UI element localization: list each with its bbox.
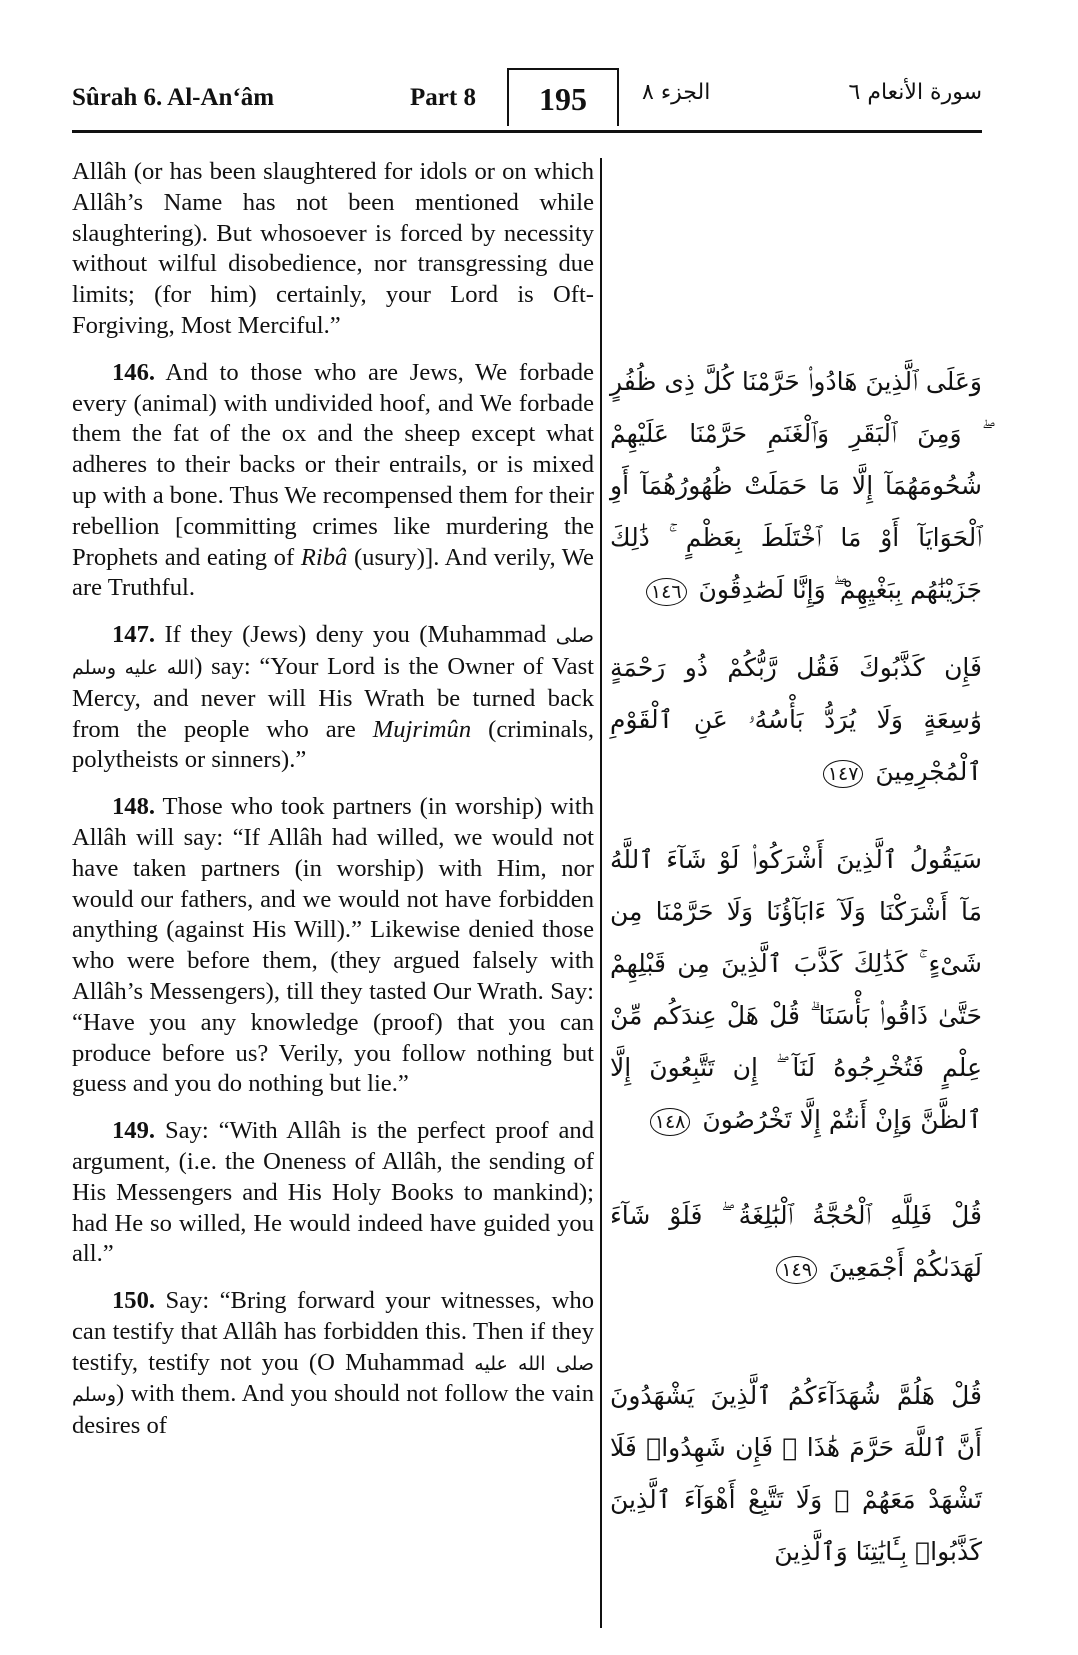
verse-number: 147. [112,621,156,649]
arabic-verse-148: سَيَقُولُ ٱلَّذِينَ أَشْرَكُوا۟ لَوْ شَآءَ ٱللَّهُ مَآ أَشْرَكْنَا وَلَآ ءَابَآؤُنَا وَلَا حَرَّمْنَا مِن شَىْءٍ ۚ كَذَٰلِكَ كَذَّبَ ٱلَّذِينَ مِن قَبْلِهِمْ حَتَّىٰ ذَاقُوا۟ بَأْسَنَا ۗ قُلْ هَلْ عِندَكُم مِّنْ عِلْمٍ فَتُخْرِجُوهُ لَنَآ ۖ إِن تَتَّبِعُونَ إِلَّا ٱلظَّنَّ وَإِنْ أَنتُمْ إِلَّا تَخْرُصُونَ ١٤٨ [610,845,982,1134]
verse-end-marker: ١٤٧ [823,760,864,788]
salawat-inline-arabic: صلى الله عليه وسلم [72,1352,594,1407]
part-label-english: Part 8 [410,84,476,111]
part-label-arabic: الجزء ٨ [642,80,711,105]
verse-number: 148. [112,793,156,821]
verse-end-marker: ١٤٩ [776,1256,817,1284]
verse-end-marker: ١٤٨ [650,1108,691,1136]
verse-number: 146. [112,358,156,386]
surah-title-english: Sûrah 6. Al-An‘âm [72,84,275,111]
page-number: 195 [507,68,619,126]
page-header [72,60,982,132]
arabic-verse-149: قُلْ فَلِلَّهِ ٱلْحُجَّةُ ٱلْبَٰلِغَةُ ۖ فَلَوْ شَآءَ لَهَدَىٰكُمْ أَجْمَعِينَ ١٤٩ [610,1201,982,1282]
verse-149-translation: 149. Say: “With Allâh is the perfect proof and argument, (i.e. the Oneness of Allâh, the sending of His Messengers and His Holy Books to mankind); had He so willed, He would indeed have guided you all.” [72,1117,594,1268]
column-divider [600,158,602,1628]
verse-number: 150. [112,1287,156,1315]
english-translation-column [72,157,594,1442]
arabic-verse-146: وَعَلَى ٱلَّذِينَ هَادُوا۟ حَرَّمْنَا كُلَّ ذِى ظُفُرٍ ۖ وَمِنَ ٱلْبَقَرِ وَٱلْغَنَمِ حَرَّمْنَا عَلَيْهِمْ شُحُومَهُمَآ إِلَّا مَا حَمَلَتْ ظُهُورُهُمَآ أَوِ ٱلْحَوَايَآ أَوْ مَا ٱخْتَلَطَ بِعَظْمٍ ۚ ذَٰلِكَ جَزَيْنَٰهُم بِبَغْيِهِمْ ۖ وَإِنَّا لَصَٰدِقُونَ ١٤٦ [610,367,982,604]
surah-title-arabic: سورة الأنعام ٦ [848,80,982,105]
verse-147-translation: 147. If they (Jews) deny you (Muhammad صلى الله عليه وسلم) say: “Your Lord is the Owner of Vast Mercy, and never will His Wrath be turned back from the people who are Mujrimûn (criminals, polytheists or sinners).” [72,621,594,774]
arabic-verse-147: فَإِن كَذَّبُوكَ فَقُل رَّبُّكُمْ ذُو رَحْمَةٍ وَٰسِعَةٍ وَلَا يُرَدُّ بَأْسُهُۥ عَنِ ٱلْقَوْمِ ٱلْمُجْرِمِينَ ١٤٧ [610,653,982,786]
verse-146-translation: 146. And to those who are Jews, We forbade every (animal) with undivided hoof, and We forbade them the fat of the ox and the sheep except what adheres to their backs or their entrails, or is mixed up with a bone. Thus We recompensed them for their rebellion [committing crimes like murdering the Prophets and eating of Ribâ (usury)]. And verily, We are Truthful. [72,358,594,602]
verse-number: 149. [112,1117,156,1145]
verse-150-translation: 150. Say: “Bring forward your witnesses, who can testify that Allâh has forbidden this. Then if they testify, testify not you (O Muhammad صلى الله عليه وسلم) with them. And you should not follow the vain desires of [72,1287,594,1440]
verse-end-marker: ١٤٦ [646,578,687,606]
verse-148-translation: 148. Those who took partners (in worship) with Allâh will say: “If Allâh had willed, we would not have taken partners (in worship) with Him, nor would our fathers, and we would not have forbidden anything (against His Will).” Likewise denied those who were before them, (they argued falsely with Allâh’s Messengers), till they tasted Our Wrath. Say: “Have you any knowledge (proof) that you can produce before us? Verily, you follow nothing but guess and you do nothing but lie.” [72,793,594,1098]
salawat-inline-arabic: صلى الله عليه وسلم [72,625,594,679]
continued-paragraph: Allâh (or has been slaughtered for idols or on which Allâh’s Name has not been mentioned while slaughtering). But whosoever is forced by necessity without wilful disobedience, nor transgressing due limits; (for him) certainly, your Lord is Oft-Forgiving, Most Merciful.” [72,158,594,339]
arabic-verse-150: قُلْ هَلُمَّ شُهَدَآءَكُمُ ٱلَّذِينَ يَشْهَدُونَ أَنَّ ٱللَّهَ حَرَّمَ هَٰذَا ۖ فَإِن شَهِدُوا۟ فَلَا تَشْهَدْ مَعَهُمْ ۚ وَلَا تَتَّبِعْ أَهْوَآءَ ٱلَّذِينَ كَذَّبُوا۟ بِـَٔايَٰتِنَا وَٱلَّذِينَ [610,1381,982,1566]
header-rule [72,130,982,133]
